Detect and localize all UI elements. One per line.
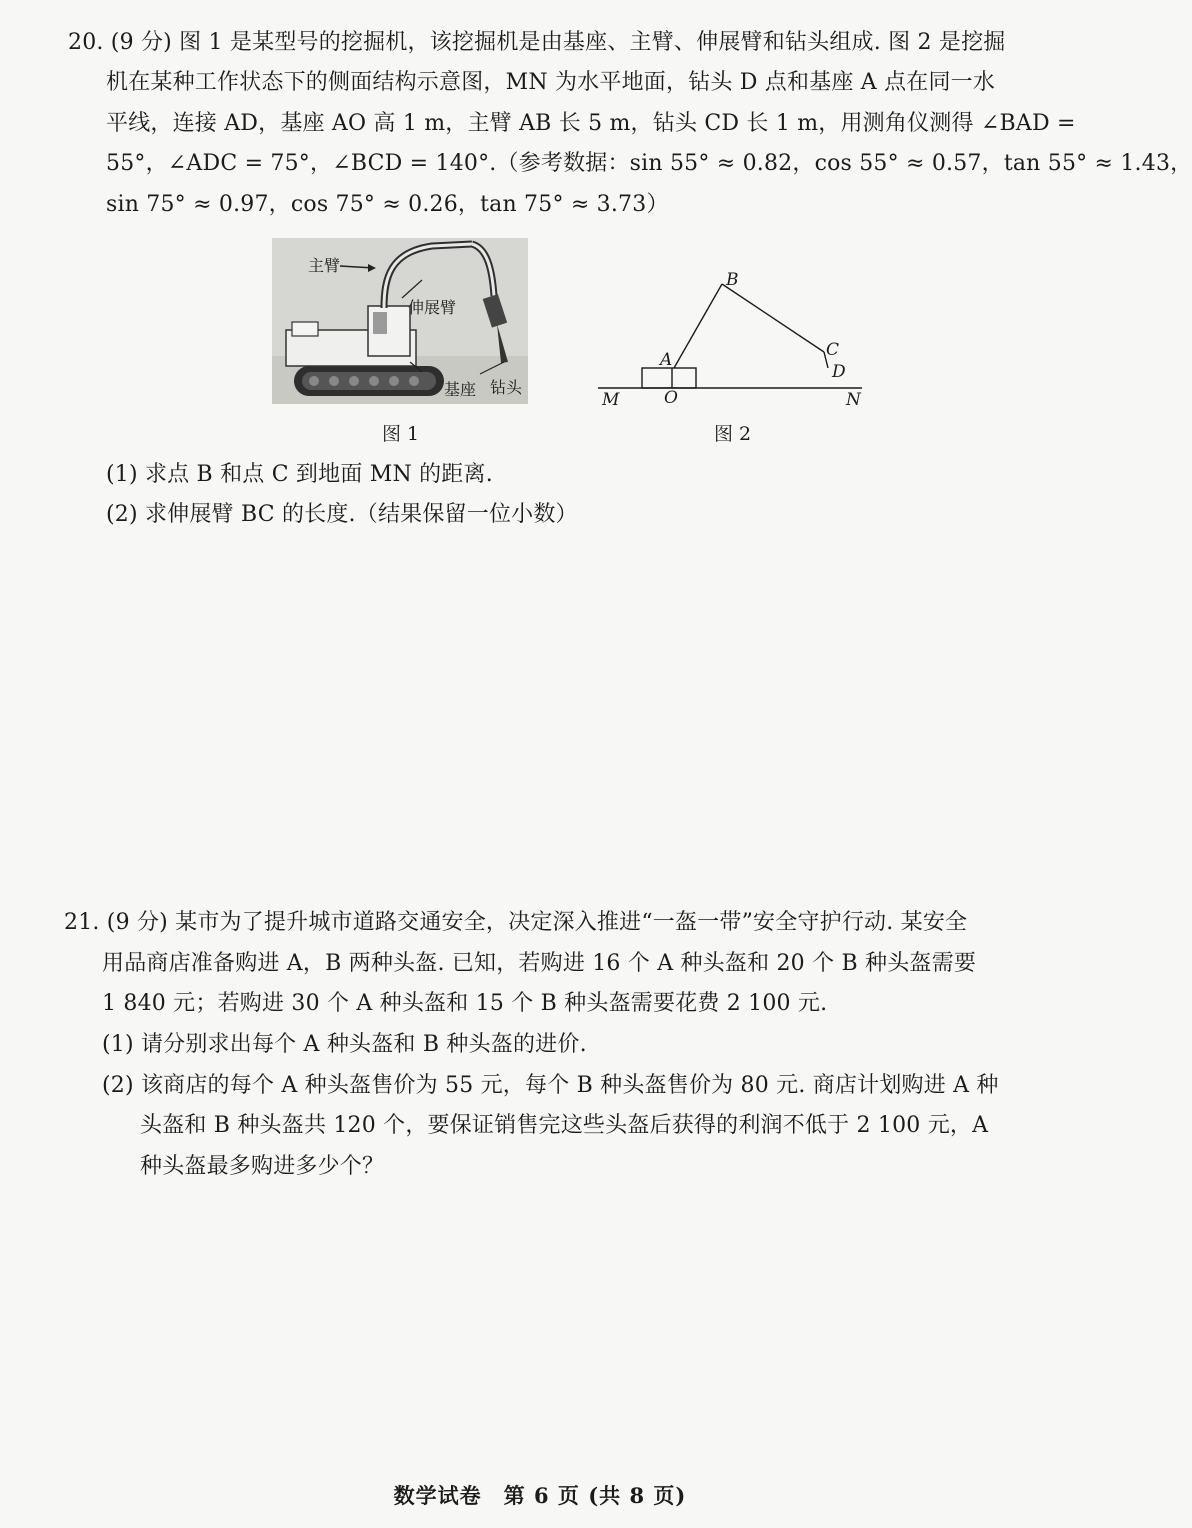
- q21-line-1: 21. (9 分) 某市为了提升城市道路交通安全，决定深入推进“一盔一带”安全守护行动. 某安全: [64, 910, 968, 935]
- point-N: N: [846, 390, 861, 410]
- q21-part-2: (2) 该商店的每个 A 种头盔售价为 55 元，每个 B 种头盔售价为 80 元. 商店计划购进 A 种: [102, 1073, 999, 1098]
- label-drill: 钻头: [490, 378, 523, 397]
- q20-line-2: 机在某种工作状态下的侧面结构示意图，MN 为水平地面，钻头 D 点和基座 A 点在同一水: [106, 70, 996, 95]
- figure1-caption: 图 1: [382, 423, 420, 445]
- label-base: 基座: [444, 380, 477, 399]
- figure2-caption: 图 2: [714, 423, 752, 445]
- point-O: O: [664, 388, 678, 408]
- point-A: A: [660, 350, 673, 370]
- q20-part-1: (1) 求点 B 和点 C 到地面 MN 的距离.: [106, 462, 493, 487]
- label-main-arm: 主臂: [308, 256, 341, 275]
- q21-part-1: (1) 请分别求出每个 A 种头盔和 B 种头盔的进价.: [102, 1032, 587, 1057]
- segment-BC: [722, 284, 824, 352]
- q21-part-2-cont-1: 头盔和 B 种头盔共 120 个，要保证销售完这些头盔后获得的利润不低于 2 100 元，A: [140, 1113, 989, 1138]
- q21-part-2-cont-2: 种头盔最多购进多少个？: [140, 1154, 385, 1179]
- point-C: C: [826, 340, 840, 360]
- q20-line-5: sin 75° ≈ 0.97，cos 75° ≈ 0.26，tan 75° ≈ 3.73）: [106, 192, 669, 217]
- page-footer: 数学试卷 第 6 页 (共 8 页): [393, 1483, 687, 1508]
- point-M: M: [602, 390, 620, 410]
- point-D: D: [832, 362, 846, 382]
- figure1-excavator-photo: [272, 238, 528, 404]
- q21-line-2: 用品商店准备购进 A，B 两种头盔. 已知，若购进 16 个 A 种头盔和 20 个 B 种头盔需要: [102, 951, 977, 976]
- point-B: B: [726, 270, 739, 290]
- q20-line-1: 20. (9 分) 图 1 是某型号的挖掘机，该挖掘机是由基座、主臂、伸展臂和钻头组成. 图 2 是挖掘: [68, 30, 1006, 55]
- q20-line-3: 平线，连接 AD，基座 AO 高 1 m，主臂 AB 长 5 m，钻头 CD 长 1 m，用测角仪测得 ∠BAD =: [106, 111, 1076, 136]
- q21-line-3: 1 840 元；若购进 30 个 A 种头盔和 15 个 B 种头盔需要花费 2 100 元.: [102, 991, 828, 1016]
- segment-AB: [674, 284, 722, 368]
- label-extension-arm: 伸展臂: [408, 298, 457, 317]
- q20-line-4: 55°，∠ADC = 75°，∠BCD = 140°.（参考数据：sin 55° ≈ 0.82，cos 55° ≈ 0.57，tan 55° ≈ 1.43，: [106, 151, 1192, 176]
- q20-part-2: (2) 求伸展臂 BC 的长度.（结果保留一位小数）: [106, 502, 578, 527]
- figure2-diagram: [592, 262, 872, 412]
